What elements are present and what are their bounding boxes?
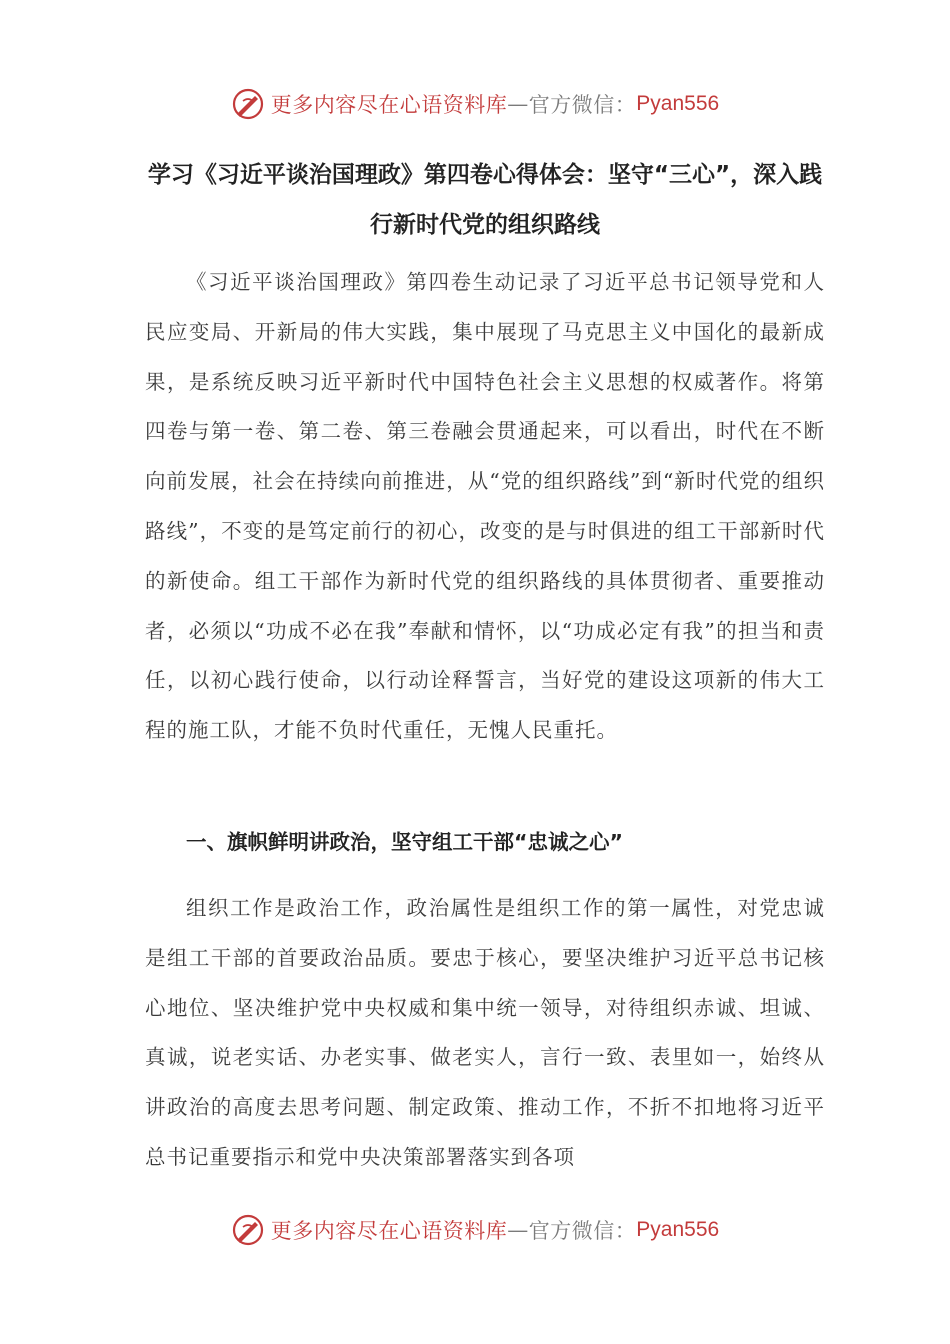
body-paragraph-1: 《习近平谈治国理政》第四卷生动记录了习近平总书记领导党和人民应变局、开新局的伟大实践，集中展现了马克思主义中国化的最新成果，是系统反映习近平新时代中国特色社会主义思想的权威著作。将第四卷与第一卷、第二卷、第三卷融会贯通起来，可以看出，时代在不断向前发展，社会在持续向前推进，从“党的组织路线”到“新时代党的组织路线”，不变的是笃定前行的初心，改变的是与时俱进的组工干部新时代的新使命。组工干部作为新时代党的组织路线的具体贯彻者、重要推动者，必须以“功成不必在我”奉献和情怀，以“功成必定有我”的担当和责任，以初心践行使命，以行动诠释誓言，当好党的建设这项新的伟大工程的施工队，才能不负时代重任，无愧人民重托。 bbox=[145, 270, 825, 743]
banner-separator: — bbox=[507, 1218, 529, 1242]
banner-site-text: 更多内容尽在心语资料库 bbox=[270, 1219, 508, 1243]
document-title: 学习《习近平谈治国理政》第四卷心得体会：坚守“三心”，深入践行新时代党的组织路线 bbox=[147, 162, 823, 238]
header-watermark-banner bbox=[0, 84, 950, 124]
pen-logo-icon bbox=[231, 1213, 265, 1247]
pen-logo-icon bbox=[231, 87, 265, 121]
banner-wechat-id: Pyan556 bbox=[636, 92, 720, 115]
banner-separator: — bbox=[507, 92, 529, 116]
banner-wechat-label: 官方微信： bbox=[528, 93, 637, 117]
body-paragraph-2: 组织工作是政治工作，政治属性是组织工作的第一属性，对党忠诚是组工干部的首要政治品质。要忠于核心，要坚决维护习近平总书记核心地位、坚决维护党中央权威和集中统一领导，对待组织赤诚、坦诚、真诚，说老实话、办老实事、做老实人，言行一致、表里如一，始终从讲政治的高度去思考问题、制定政策、推动工作，不折不扣地将习近平总书记重要指示和党中央决策部署落实到各项 bbox=[145, 896, 825, 1169]
banner-wechat-label: 官方微信： bbox=[528, 1219, 637, 1243]
footer-watermark-banner bbox=[0, 1210, 950, 1250]
banner-wechat-id: Pyan556 bbox=[636, 1218, 720, 1241]
banner-site-text: 更多内容尽在心语资料库 bbox=[270, 93, 508, 117]
section-heading-1: 一、旗帜鲜明讲政治，坚守组工干部“忠诚之心” bbox=[186, 830, 623, 854]
